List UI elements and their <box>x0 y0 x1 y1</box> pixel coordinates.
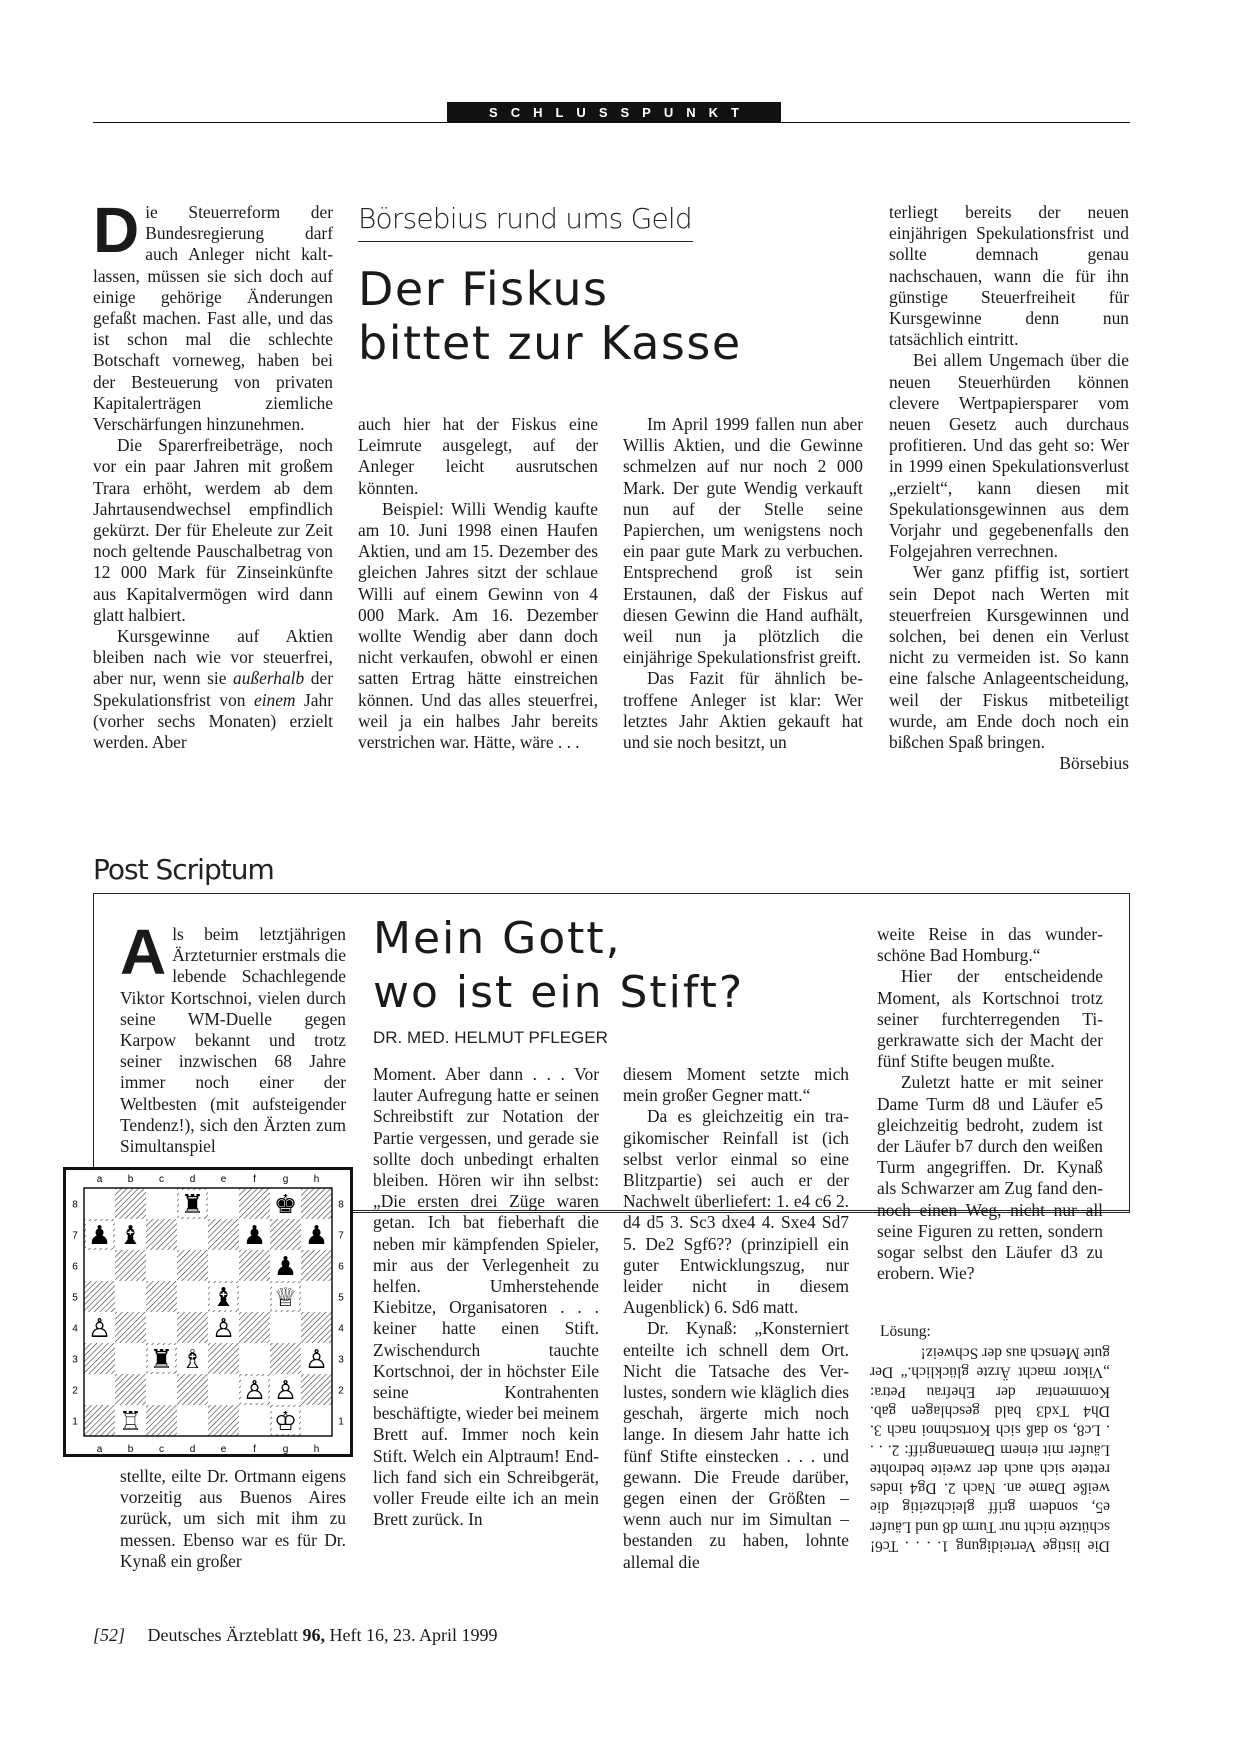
article1-paragraph: Kursgewinne auf Aktien bleiben nach wie vor steuerfrei, aber nur, wenn sie außerhalb der Spekulationsfrist von einem Jahr (vorher sechs Monaten) erzielt werden. Aber <box>93 626 333 753</box>
light-square <box>84 1374 115 1405</box>
dark-square <box>84 1281 115 1312</box>
file-label: h <box>313 1444 320 1454</box>
file-label: b <box>127 1174 134 1185</box>
light-square <box>115 1281 146 1312</box>
article2-column-4 <box>877 924 1103 1284</box>
light-square <box>146 1188 177 1219</box>
issue-info: Heft 16, 23. April 1999 <box>329 1625 498 1645</box>
article1-paragraph: auch hier hat der Fiskus eine Leimrute ausgelegt, auf der Anleger leicht ausrutschen könnten. <box>358 414 598 498</box>
light-square <box>177 1405 208 1436</box>
dark-square <box>270 1343 301 1374</box>
article1-paragraph: ie Steuerreform der Bundesregierung darf auch Anleger nicht kaltlassen, müssen sie sich doch auf einige gehörige Änderungen gefaßt machen. Fast alle, und das ist schon mal die schlechte Botschaft vorneweg, haben bei der Besteuerung von privaten Kapitalerträgen ziemliche Verschärfungen hinzunehmen. <box>93 202 333 435</box>
article2-column-1-top <box>120 916 346 1157</box>
dark-square <box>239 1250 270 1281</box>
dark-square <box>208 1343 239 1374</box>
article1-column-4 <box>889 202 1129 774</box>
rank-label: 8 <box>338 1199 344 1211</box>
rank-label: 1 <box>338 1416 344 1428</box>
light-square <box>239 1405 270 1436</box>
dark-square <box>115 1250 146 1281</box>
dark-square <box>177 1250 208 1281</box>
article1-signature: Börsebius <box>1059 753 1129 774</box>
rank-label: 4 <box>338 1323 344 1335</box>
header-rule <box>93 122 1130 123</box>
light-square <box>146 1374 177 1405</box>
article2-paragraph: Dr. Kynaß: „Konsterniert enteilte ich schnell dem Ort. Nicht die Tatsache des Verlustes, sondern wie kläglich dies geschah, ärgerte mich noch lange. In diesem Jahr hatte ich fünf Stifte einstecken . . . und gewann. Die Freude darüber, gegen einen der Größten – wenn auch nur im Simultan – bestanden zu haben, lohnte allemal die <box>623 1318 849 1572</box>
light-square <box>239 1281 270 1312</box>
light-square <box>208 1250 239 1281</box>
white-king-icon: ♔ <box>273 1407 298 1437</box>
dark-square <box>301 1374 332 1405</box>
solution-label: Lösung: <box>880 1323 931 1340</box>
article2-paragraph: Da es gleichzeitig ein tragikomischer Reinfall ist (ich selbst verlor einmal so eine Blitzpartie) sei auch er der Nachwelt überliefert: 1. e4 c6 2. d4 d5 3. Sc3 dxe4 4. Sxe4 Sd7 5. De2 Sgf6?? (prinzipiell ein guter Entwicklungszug, nur leider nicht in diesem Augenblick) 6. Sd6 matt. <box>623 1106 849 1318</box>
light-square <box>301 1405 332 1436</box>
dark-square <box>301 1250 332 1281</box>
article2-paragraph: ls beim letztjährigen Ärzteturnier erstmals die lebende Schachlegende Viktor Kortschnoi, vielen durch seine WM-Duelle gegen Karpow bekannt und trotz seiner inzwischen 68 Jahre immer noch einer der Weltbesten (mit aufsteigender Tendenz!), sich den Ärzten zum Simultanspiel <box>120 924 346 1157</box>
black-rook-icon: ♜ <box>149 1345 174 1375</box>
article1-headline: Der Fiskus bittet zur Kasse <box>358 262 742 370</box>
rank-label: 7 <box>338 1230 344 1242</box>
dropcap-d: D <box>93 194 140 266</box>
dark-square <box>239 1188 270 1219</box>
rank-label: 6 <box>338 1261 344 1273</box>
rank-label: 2 <box>338 1385 344 1397</box>
dark-square <box>301 1188 332 1219</box>
white-pawn-icon: ♙ <box>87 1314 112 1344</box>
rank-label: 7 <box>72 1230 78 1242</box>
dark-square <box>115 1312 146 1343</box>
article2-paragraph: weite Reise in das wunderschöne Bad Homburg.“ <box>877 924 1103 966</box>
section-header: SCHLUSSPUNKT <box>447 102 781 123</box>
file-label: b <box>127 1444 134 1454</box>
dark-square <box>208 1219 239 1250</box>
article1-column-1 <box>93 194 333 753</box>
light-square <box>301 1281 332 1312</box>
file-label: e <box>220 1444 227 1454</box>
file-label: c <box>159 1174 164 1185</box>
light-square <box>146 1312 177 1343</box>
black-pawn-icon: ♟ <box>304 1221 329 1251</box>
post-scriptum-title: Post Scriptum <box>93 853 274 886</box>
article2-paragraph: Hier der entscheidende Moment, als Kortschnoi trotz seiner furchterregenden Tigerkrawatte sich der Macht der fünf Stifte beugen mußte. <box>877 966 1103 1072</box>
dark-square <box>115 1374 146 1405</box>
dark-square <box>146 1281 177 1312</box>
white-pawn-icon: ♙ <box>242 1376 267 1406</box>
rank-label: 6 <box>72 1261 78 1273</box>
page-number: [52] <box>93 1625 126 1645</box>
rank-label: 4 <box>72 1323 78 1335</box>
file-label: a <box>96 1444 103 1454</box>
article2-paragraph: stellte, eilte Dr. Ortmann eigens vorzeitig aus Buenos Aires zurück, um sich mit ihm zu messen. Ebenso war es für Dr. Kynaß ein großer <box>120 1466 346 1571</box>
light-square <box>208 1188 239 1219</box>
dark-square <box>115 1188 146 1219</box>
article2-column-3 <box>623 1064 849 1573</box>
journal-name: Deutsches Ärzteblatt <box>147 1625 298 1645</box>
file-label: e <box>220 1174 227 1185</box>
article1-column-3 <box>623 414 863 753</box>
white-pawn-icon: ♙ <box>273 1376 298 1406</box>
article1-paragraph: Beispiel: Willi Wendig kaufte am 10. Juni 1998 einen Haufen Aktien, und am 15. Dezember des gleichen Jahres sitzt der schlaue Willi auf einem Gewinn von 4 000 Mark. Am 16. Dezember wollte Wendig aber dann doch nicht verkaufen, obwohl er einen satten Ertrag hätte einstreichen können. Und das alles steuerfrei, weil ja ein halbes Jahr bereits verstrichen war. Hätte, wäre . . . <box>358 498 598 753</box>
article1-paragraph: Bei allem Ungemach über die neuen Steuerhürden können clevere Wertpapiersparer vom neuen Gesetz auch durchaus profitieren. Und das geht so: Wer in 1999 einen Spekulationsverlust „erzielt“, kann diesen mit Spekulationsgewinnen aus dem Vorjahr und gegebenenfalls den Folgejahren verrechnen. <box>889 350 1129 562</box>
rank-label: 3 <box>72 1354 78 1366</box>
dark-square <box>146 1219 177 1250</box>
file-label: h <box>313 1174 320 1185</box>
dark-square <box>177 1374 208 1405</box>
rank-label: 5 <box>338 1292 344 1304</box>
white-pawn-icon: ♙ <box>211 1314 236 1344</box>
rank-label: 3 <box>338 1354 344 1366</box>
dark-square <box>270 1219 301 1250</box>
light-square <box>239 1343 270 1374</box>
article2-headline: Mein Gott, wo ist ein Stift? <box>373 913 745 1018</box>
article1-paragraph: Wer ganz pfiffig ist, sortiert sein Depot nach Werten mit steuerfreien Kursgewinnen und solchen, bei denen ein Verlust nicht zu vermeiden ist. So kann eine falsche Anlageentscheidung, weil der Fiskus mitbeteiligt wurde, am Ende doch noch ein bißchen Spaß bringen. Börsebius <box>889 562 1129 774</box>
page-footer <box>93 1625 497 1646</box>
chess-diagram <box>63 1167 353 1457</box>
rank-label: 8 <box>72 1199 78 1211</box>
file-label: a <box>96 1174 103 1185</box>
article1-paragraph: terliegt bereits der neuen einjährigen Spekulationsfrist und sollte demnach genau nachschauen, wann die für ihn günstige Steuerfreiheit für Kursgewinne denn nun tatsächlich eintritt. <box>889 202 1129 350</box>
article1-paragraph: Die Sparerfreibeträge, noch vor ein paar Jahren mit großem Trara erhöht, werdem ab dem Jahrtausendwechsel empfindlich gekürzt. Der für Eheleute zur Zeit noch geltende Pauschalbetrag von 12 000 Mark für Zinseinkünfte aus Kapitalvermögen wird dann glatt halbiert. <box>93 435 333 625</box>
article2-column-1-bottom <box>120 1466 346 1572</box>
file-label: g <box>282 1174 289 1185</box>
article2-paragraph: Zuletzt hatte er mit seiner Dame Turm d8 und Läufer e5 gleichzeitig bedroht, zudem ist der Läufer b7 durch den weißen Turm angegriffen. Dr. Kynaß als Schwarzer am Zug fand dennoch einen Weg, nicht nur all seine Figuren zu retten, sondern sogar selbst den Läufer d3 zu erobern. Wie? <box>877 1072 1103 1284</box>
article1-kicker: Börsebius rund ums Geld <box>358 202 693 242</box>
white-bishop-icon: ♗ <box>180 1345 205 1375</box>
volume-number: 96, <box>302 1625 325 1645</box>
light-square <box>208 1374 239 1405</box>
article2-byline: DR. MED. HELMUT PFLEGER <box>373 1028 608 1047</box>
dark-square <box>146 1405 177 1436</box>
black-rook-icon: ♜ <box>180 1190 205 1220</box>
white-queen-icon: ♕ <box>273 1283 298 1313</box>
article2-column-2 <box>373 1064 599 1530</box>
black-pawn-icon: ♟ <box>87 1221 112 1251</box>
light-square <box>84 1188 115 1219</box>
file-label: g <box>282 1444 289 1454</box>
file-label: d <box>189 1174 196 1185</box>
rank-label: 5 <box>72 1292 78 1304</box>
black-pawn-icon: ♟ <box>273 1252 298 1282</box>
article1-column-2 <box>358 414 598 753</box>
article1-paragraph: Im April 1999 fallen nun aber Willis Aktien, und die Gewinne schmelzen auf nur noch 2 000 Mark. Der gute Wendig verkauft nun auf der Stelle seine Papierchen, um wenigstens noch ein paar gute Mark zu verbuchen. Entsprechend groß ist sein Erstaunen, daß der Fiskus auf diesen Gewinn die Hand aufhält, weil nun ja plötzlich die einjährige Spekulationsfrist greift. <box>623 414 863 668</box>
white-pawn-icon: ♙ <box>304 1345 329 1375</box>
dark-square <box>84 1405 115 1436</box>
rank-label: 2 <box>72 1385 78 1397</box>
dark-square <box>84 1343 115 1374</box>
white-rook-icon: ♖ <box>118 1407 143 1437</box>
article1-paragraph: Das Fazit für ähnlich betroffene Anleger ist klar: Wer letztes Jahr Aktien gekauft hat und sie noch besitzt, un <box>623 668 863 753</box>
black-pawn-icon: ♟ <box>242 1221 267 1251</box>
light-square <box>270 1312 301 1343</box>
solution-upside-down: Die listige Verteidigung 1. . . . Tc6! schützte nicht nur Turm d8 und Läufer e5, sondern griff gleichzeitig die weiße Dame an. Nach 2. Dg4 indes rettete sich auch der zweite bedrohte Läufer mit einem Damenangriff: 2. . . . Lc8, so daß sich Kortschnoi nach 3. Dh4 Txd3 bald geschlagen gab. Kommentar der Ehefrau Petra: „Viktor macht Ärzte glücklich.“ Der gute Mensch aus der Schweiz! <box>870 1344 1110 1555</box>
dark-square <box>239 1312 270 1343</box>
black-bishop-icon: ♝ <box>211 1283 236 1313</box>
dark-square <box>301 1312 332 1343</box>
dropcap-a: A <box>120 916 167 988</box>
dark-square <box>208 1405 239 1436</box>
dark-square <box>177 1312 208 1343</box>
file-label: c <box>159 1444 164 1454</box>
file-label: f <box>253 1174 256 1185</box>
chess-board <box>66 1170 350 1454</box>
rank-label: 1 <box>72 1416 78 1428</box>
black-king-icon: ♚ <box>273 1190 298 1220</box>
black-bishop-icon: ♝ <box>118 1221 143 1251</box>
light-square <box>84 1250 115 1281</box>
article2-paragraph: diesem Moment setzte mich mein großer Gegner matt.“ <box>623 1064 849 1106</box>
light-square <box>115 1343 146 1374</box>
light-square <box>146 1250 177 1281</box>
light-square <box>177 1219 208 1250</box>
file-label: d <box>189 1444 196 1454</box>
file-label: f <box>253 1444 256 1454</box>
light-square <box>177 1281 208 1312</box>
article2-paragraph: Moment. Aber dann . . . Vor lauter Aufregung hatte er seinen Schreibstift zur Notation der Partie vergessen, und gerade sie sollte doch unbedingt erhalten bleiben. Hören wir ihn selbst: „Die ersten drei Züge waren getan. Ich bat fieberhaft die neben mir kämpfenden Spieler, mir aus der Verlegenheit zu helfen. Umherstehende Kiebitze, Organisatoren . . . keiner hatte einen Stift. Zwischendurch tauchte Kortschnoi, der in höchster Eile seine Kontrahenten beschäftigte, wieder bei meinem Brett auf. Immer noch kein Stift. Welch ein Alptraum! Endlich fand sich ein Schreibgerät, voller Freude eilte ich an mein Brett zurück. In <box>373 1064 599 1530</box>
